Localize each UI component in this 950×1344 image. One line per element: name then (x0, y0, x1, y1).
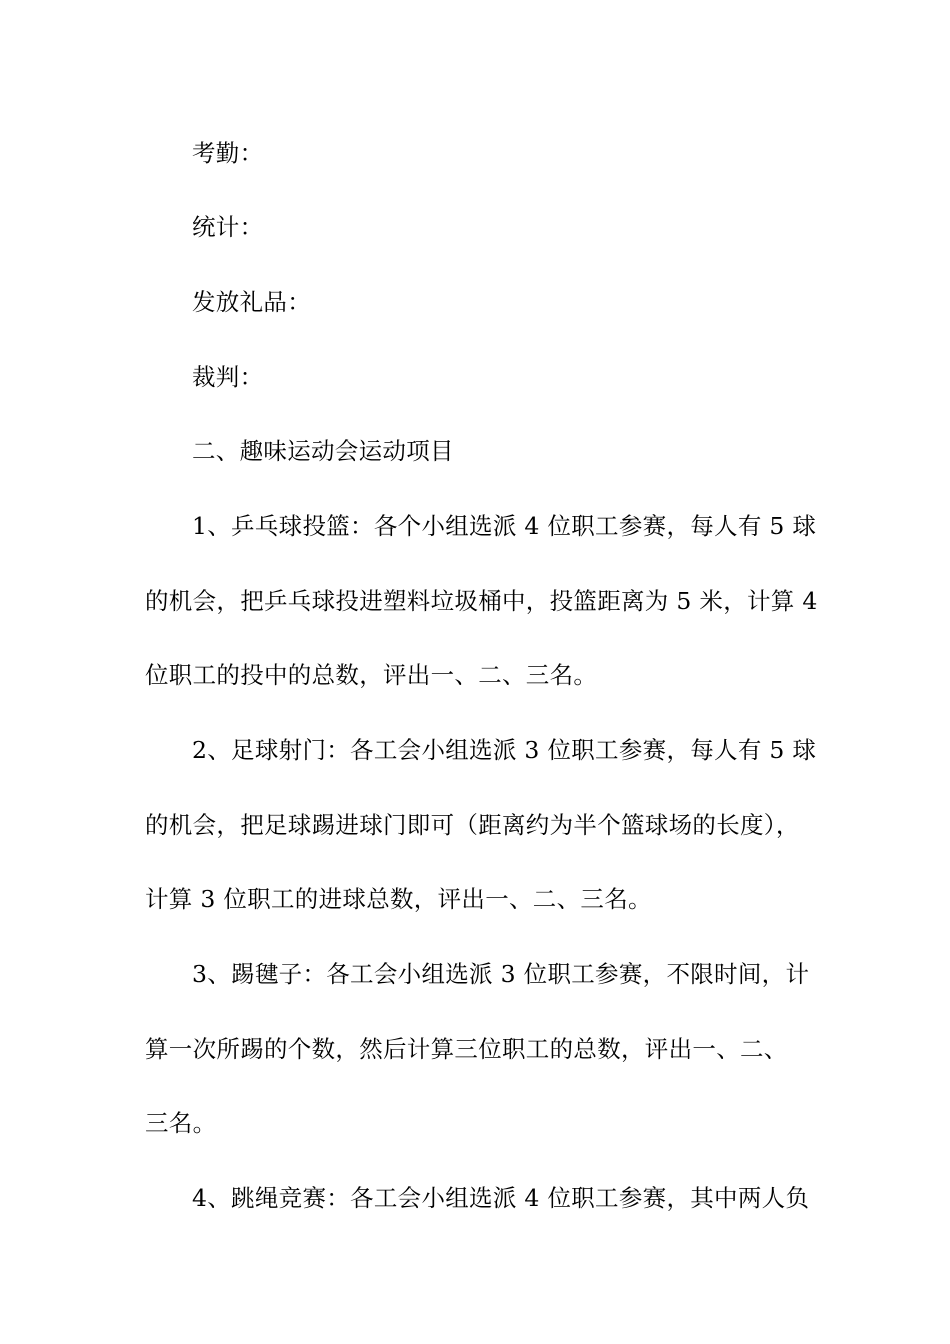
paragraph-line: 3、踢毽子：各工会小组选派 3 位职工参赛，不限时间，计 (192, 960, 810, 988)
paragraph-line: 的机会，把足球踢进球门即可（距离约为半个篮球场的长度）， (145, 811, 800, 839)
paragraph-line: 位职工的投中的总数，评出一、二、三名。 (145, 661, 598, 689)
paragraph-line: 4、跳绳竞赛：各工会小组选派 4 位职工参赛，其中两人负 (192, 1184, 810, 1212)
section-heading: 二、趣味运动会运动项目 (192, 437, 454, 465)
paragraph-line: 1、乒乓球投篮：各个小组选派 4 位职工参赛，每人有 5 球 (192, 512, 817, 540)
paragraph-line: 的机会，把乒乓球投进塑料垃圾桶中，投篮距离为 5 米，计算 4 (145, 587, 818, 615)
gift-distribution-label: 发放礼品： (192, 288, 311, 316)
paragraph-line: 计算 3 位职工的进球总数，评出一、二、三名。 (145, 885, 652, 913)
paragraph-line: 算一次所踢的个数，然后计算三位职工的总数，评出一、二、 (145, 1035, 788, 1063)
paragraph-line: 三名。 (145, 1109, 217, 1137)
attendance-label: 考勤： (192, 139, 264, 167)
paragraph-line: 2、足球射门：各工会小组选派 3 位职工参赛，每人有 5 球 (192, 736, 817, 764)
statistics-label: 统计： (192, 213, 264, 241)
referee-label: 裁判： (192, 363, 264, 391)
